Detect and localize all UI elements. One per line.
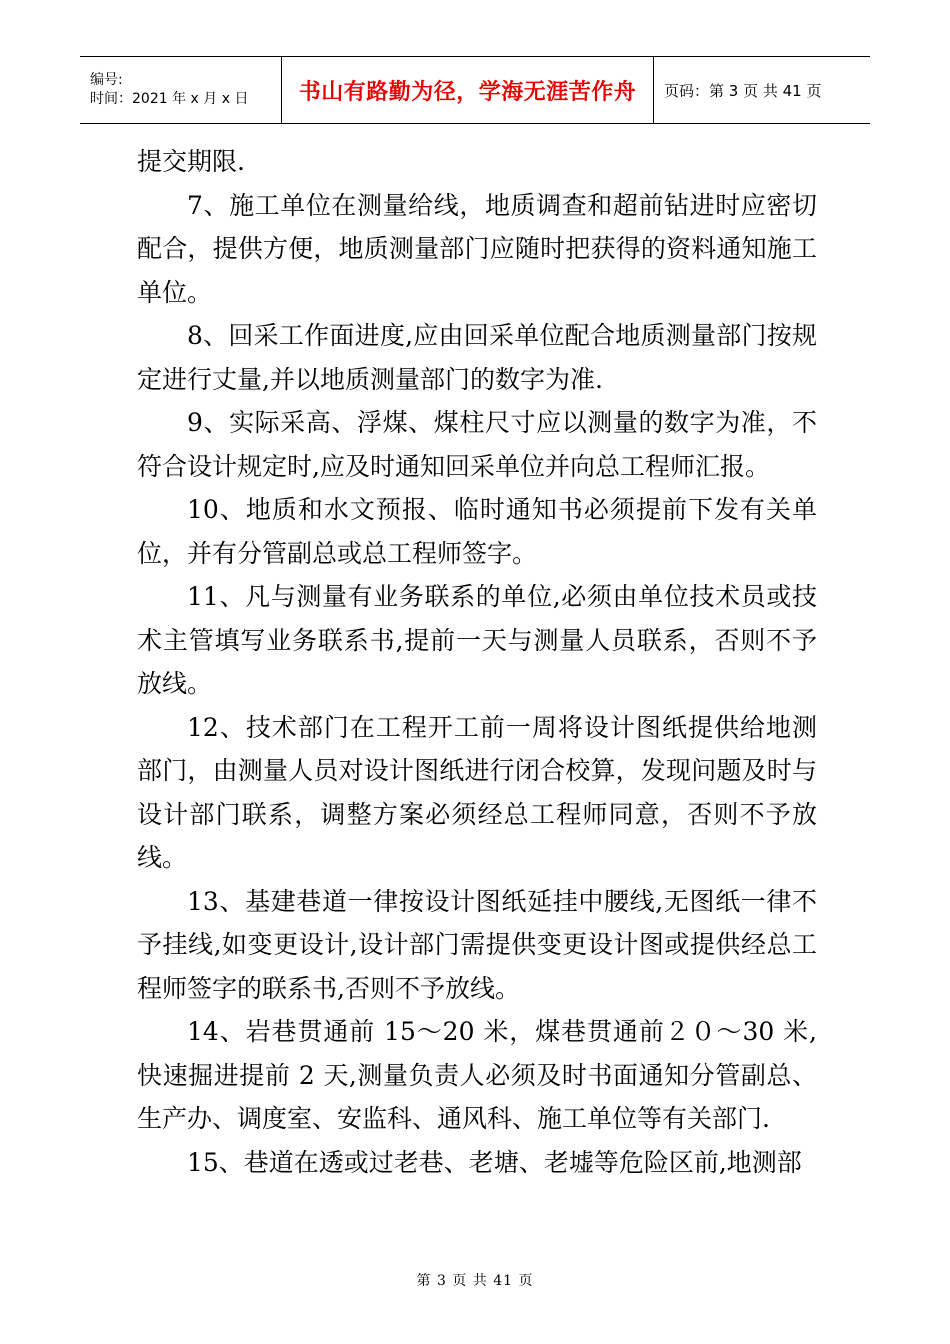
document-date: 时间：2021 年 x 月 x 日 <box>90 91 249 107</box>
paragraph-continuation: 提交期限. <box>137 147 245 176</box>
page-footer <box>0 1270 950 1290</box>
paragraph-item-13: 13、基建巷道一律按设计图纸延挂中腰线,无图纸一律不予挂线,如变更设计,设计部门需提供变更设计图或提供经总工程师签字的联系书,否则不予放线。 <box>137 886 817 1003</box>
paragraph-item-12: 12、技术部门在工程开工前一周将设计图纸提供给地测部门，由测量人员对设计图纸进行闭合校算，发现问题及时与设计部门联系，调整方案必须经总工程师同意，否则不予放线。 <box>137 712 817 872</box>
paragraph-item-10: 10、地质和水文预报、临时通知书必须提前下发有关单位，并有分管副总或总工程师签字。 <box>137 495 817 568</box>
document-number-label: 编号: <box>90 72 123 88</box>
paragraph-item-11: 11、凡与测量有业务联系的单位,必须由单位技术员或技术主管填写业务联系书,提前一天与测量人员联系，否则不予放线。 <box>137 582 817 698</box>
motto-text: 书山有路勤为径，学海无涯苦作舟 <box>298 79 637 105</box>
page-header <box>80 56 870 124</box>
page-info-text: 页码：第 3 页 共 41 页 <box>664 81 822 100</box>
header-page-info <box>654 57 870 123</box>
paragraph-item-9: 9、实际采高、浮煤、煤柱尺寸应以测量的数字为准，不符合设计规定时,应及时通知回采单位并向总工程师汇报。 <box>137 408 817 481</box>
footer-page-number: 第 3 页 共 41 页 <box>416 1273 534 1289</box>
paragraph-item-7: 7、施工单位在测量给线，地质调查和超前钻进时应密切配合，提供方便，地质测量部门应随时把获得的资料通知施工单位。 <box>137 190 817 307</box>
paragraph-item-15: 15、巷道在透或过老巷、老塘、老墟等危险区前,地测部 <box>187 1147 802 1177</box>
document-body <box>137 140 817 1184</box>
header-meta <box>80 57 282 123</box>
paragraph-item-8: 8、回采工作面进度,应由回采单位配合地质测量部门按规定进行丈量,并以地质测量部门的数字为准. <box>137 321 817 394</box>
header-motto <box>282 57 654 123</box>
paragraph-item-14: 14、岩巷贯通前 15～20 米，煤巷贯通前２０～30 米,快速掘进提前 2 天,测量负责人必须及时书面通知分管副总、生产办、调度室、安监科、通风科、施工单位等有关部门. <box>137 1017 817 1133</box>
